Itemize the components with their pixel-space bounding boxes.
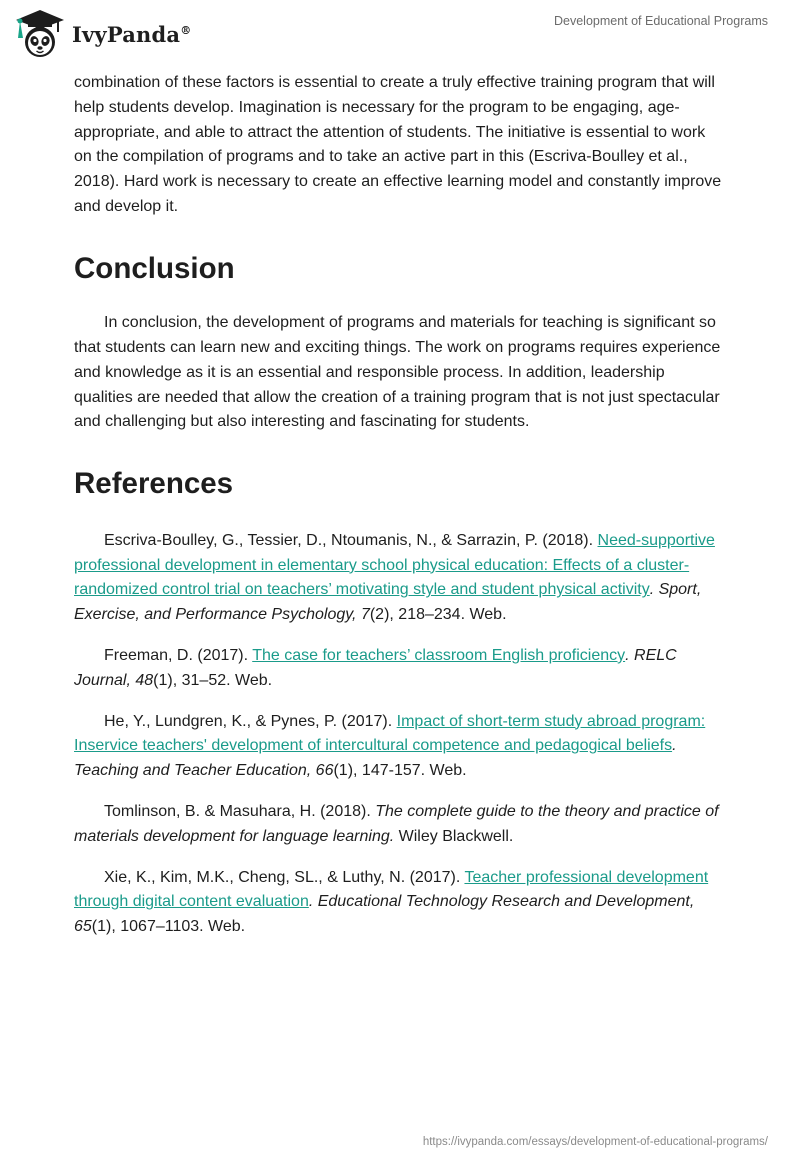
- references-list: [74, 529, 726, 940]
- reference-link[interactable]: Teacher professional development through digital content evaluation: [74, 868, 709, 911]
- document-title: Development of Educational Programs: [553, 14, 768, 28]
- brand-name: IvyPanda®: [72, 21, 192, 47]
- brand-logo[interactable]: [14, 8, 191, 60]
- reference-link[interactable]: Impact of short-term study abroad program: Inservice teachers' development of intercultural competence and pedagogical beliefs: [74, 712, 706, 755]
- reference-item: Xie, K., Kim, M.K., Cheng, SL., & Luthy, N. (2017). Teacher professional development through digital content evaluation. Educational Technology Research and Development, 65(1), 1067–1103. Web.: [74, 868, 709, 936]
- reference-item: Tomlinson, B. & Masuhara, H. (2018). The complete guide to the theory and practice of materials development for language learning. Wiley Blackwell.: [74, 802, 719, 845]
- reference-item: Escriva-Boulley, G., Tessier, D., Ntoumanis, N., & Sarrazin, P. (2018). Need-supportive professional development in elementary school physical education: Effects of a cluster-randomized control trial on teachers’ motivating style and student physical activity. Sport, Exercise, and Performance Psychology, 7(2), 218–234. Web.: [74, 531, 715, 624]
- intro-paragraph: combination of these factors is essential to create a truly effective training program that will help students develop. Imagination is necessary for the program to be engaging, age-appropriate, and able to attract the attention of students. The initiative is essential to work on the compilation of programs and to take an active part in this (Escriva-Boulley et al., 2018). Hard work is necessary to create an effective learning model and constantly improve and develop it.: [74, 74, 722, 215]
- panda-graduation-cap-icon: [14, 8, 66, 60]
- reference-item: He, Y., Lundgren, K., & Pynes, P. (2017). Impact of short-term study abroad program: Inservice teachers' development of intercultural competence and pedagogical beliefs. Teaching and Teacher Education, 66(1), 147-157. Web.: [74, 712, 706, 780]
- reference-link[interactable]: The case for teachers’ classroom English proficiency: [252, 646, 626, 664]
- reference-item: Freeman, D. (2017). The case for teachers’ classroom English proficiency. RELC Journal, 48(1), 31–52. Web.: [74, 646, 677, 689]
- essay-body: [74, 71, 726, 956]
- footer-url[interactable]: https://ivypanda.com/essays/development-of-educational-programs/: [422, 1136, 768, 1148]
- reference-link[interactable]: Need-supportive professional development in elementary school physical education: Effects of a cluster-randomized control trial on teachers’ motivating style and student physical activity: [74, 531, 715, 599]
- references-heading: References: [74, 467, 234, 501]
- conclusion-heading: Conclusion: [74, 251, 235, 285]
- conclusion-paragraph: In conclusion, the development of programs and materials for teaching is significant so that students can learn new and exciting things. The work on programs requires experience and knowledge as it is an essential and responsible process. In addition, leadership qualities are needed that allow the creation of a training program that is not just spectacular and challenging but also interesting and fascinating for students.: [74, 314, 721, 431]
- page-header: [0, 0, 800, 70]
